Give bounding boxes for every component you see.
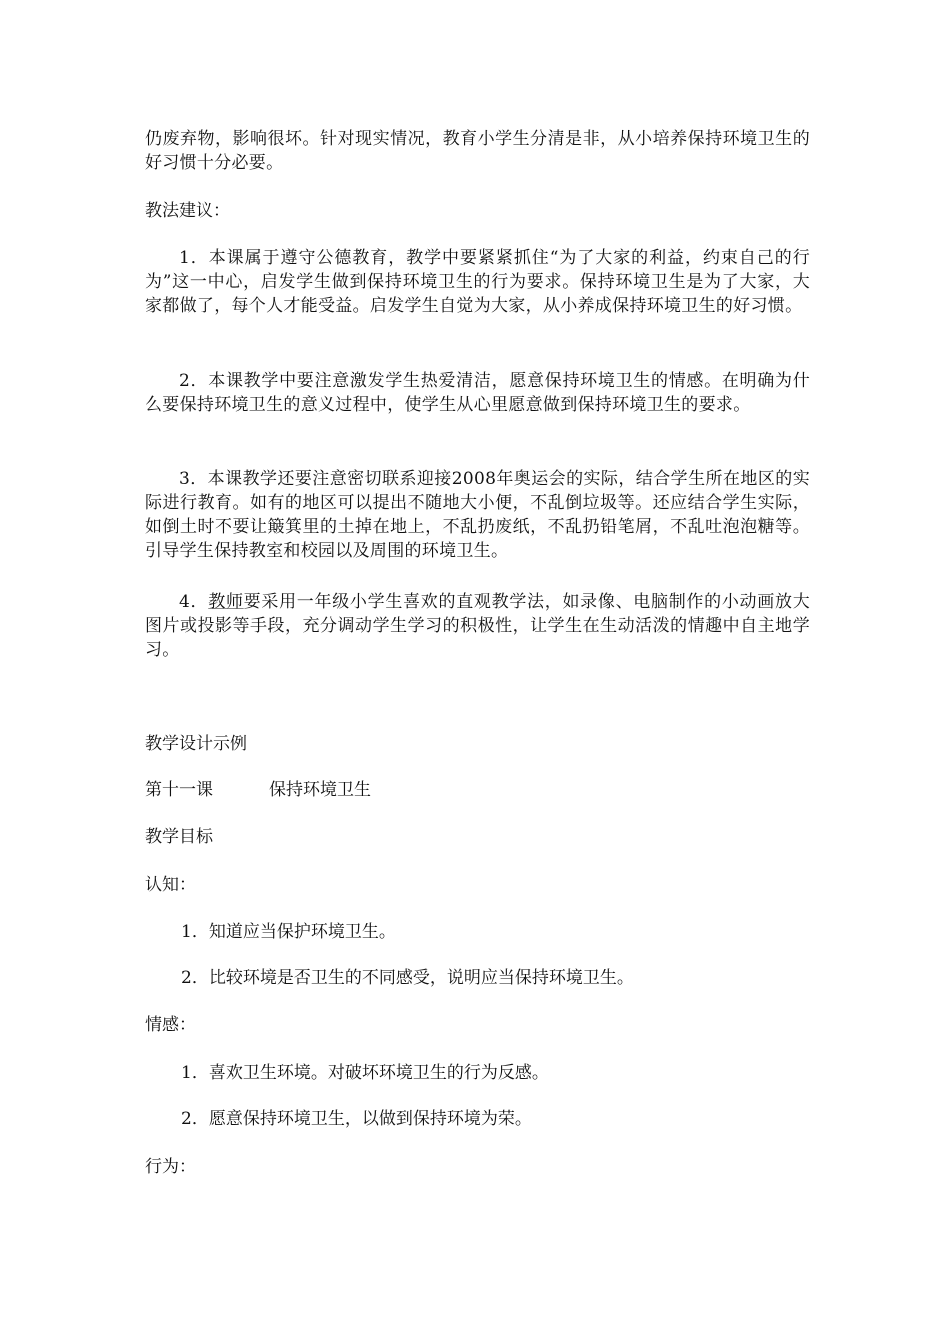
emotion-label: 情感： — [145, 1015, 196, 1035]
suggestion-2: 2．本课教学中要注意激发学生热爱清洁，愿意保持环境卫生的情感。在明确为什么要保持环境卫生的意义过程中，使学生从心里愿意做到保持环境卫生的要求。 — [145, 371, 810, 415]
suggestion-1: 1．本课属于遵守公德教育，教学中要紧紧抓住“为了大家的利益，约束自己的行为”这一中心，启发学生做到保持环境卫生的行为要求。保持环境卫生是为了大家，大家都做了，每个人才能受益。启发学生自觉为大家，从小养成保持环境卫生的好习惯。 — [145, 248, 810, 316]
behavior-label: 行为： — [145, 1157, 196, 1177]
emotion-item-2: 2．愿意保持环境卫生，以做到保持环境为荣。 — [181, 1109, 532, 1129]
cognition-item-2: 2．比较环境是否卫生的不同感受，说明应当保持环境卫生。 — [181, 968, 634, 988]
suggestion-4-prefix: 4． — [179, 592, 209, 612]
lesson-title: 保持环境卫生 — [269, 780, 371, 800]
suggestions-heading: 教法建议： — [145, 201, 230, 221]
cognition-label: 认知： — [145, 875, 196, 895]
emotion-item-1: 1．喜欢卫生环境。对破坏环境卫生的行为反感。 — [181, 1063, 549, 1083]
lesson-line — [145, 778, 371, 802]
suggestion-4 — [145, 590, 810, 662]
suggestion-3: 3．本课教学还要注意密切联系迎接2008年奥运会的实际，结合学生所在地区的实际进行教育。如有的地区可以提出不随地大小便，不乱倒垃圾等。还应结合学生实际，如倒土时不要让簸箕里的土掉在地上，不乱扔废纸，不乱扔铅笔屑，不乱吐泡泡糖等。引导学生保持教室和校园以及周围的环境卫生。 — [145, 469, 810, 561]
cognition-item-1: 1．知道应当保护环境卫生。 — [181, 922, 396, 942]
teacher-link[interactable]: 教师 — [208, 592, 244, 612]
design-heading: 教学设计示例 — [145, 734, 247, 754]
lesson-number: 第十一课 — [145, 780, 213, 800]
intro-paragraph: 仍废弃物，影响很坏。针对现实情况，教育小学生分清是非，从小培养保持环境卫生的好习惯十分必要。 — [145, 129, 810, 173]
goals-heading: 教学目标 — [145, 827, 213, 847]
suggestion-4-rest: 要采用一年级小学生喜欢的直观教学法，如录像、电脑制作的小动画放大图片或投影等手段，充分调动学生学习的积极性，让学生在生动活泼的情趣中自主地学习。 — [145, 592, 810, 660]
